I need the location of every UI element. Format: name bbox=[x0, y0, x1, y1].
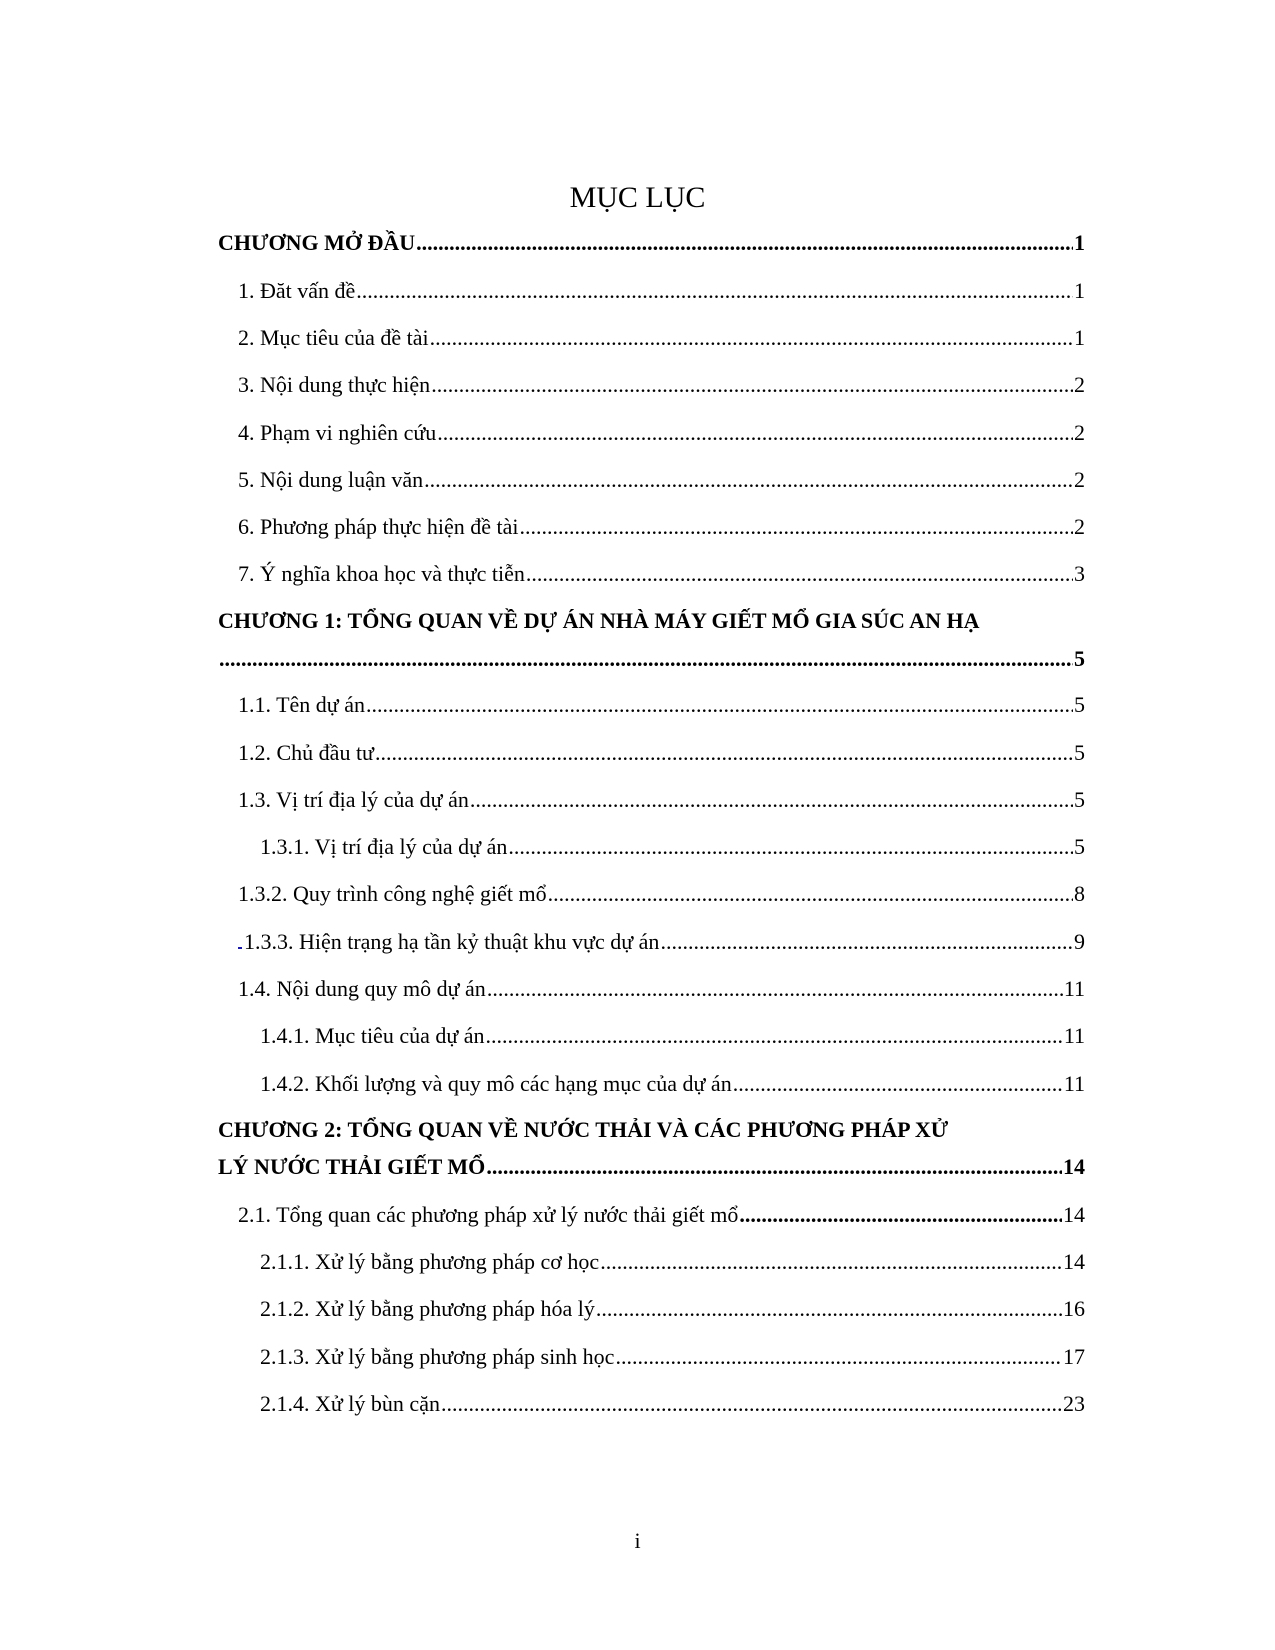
toc-entry-text: 5. Nội dung luận văn bbox=[238, 467, 424, 492]
toc-entry-page: 11 bbox=[1063, 976, 1085, 1001]
toc-entry-3[interactable] bbox=[238, 370, 1085, 400]
toc-entry-1-2[interactable] bbox=[238, 738, 1085, 768]
toc-entry-2[interactable] bbox=[238, 323, 1085, 353]
toc-entry-1-3-2[interactable] bbox=[238, 879, 1085, 909]
toc-entry-page: 5 bbox=[1074, 646, 1085, 671]
toc-entry-text: 2.1. Tổng quan các phương pháp xử lý nước thải giết mổ bbox=[238, 1202, 739, 1227]
toc-entry-4[interactable] bbox=[238, 418, 1085, 448]
toc-entry-2-1-2[interactable] bbox=[260, 1294, 1085, 1324]
toc-entry-text: 2.1.4. Xử lý bùn cặn bbox=[260, 1391, 440, 1416]
toc-entry-page: 14 bbox=[1063, 1202, 1085, 1227]
toc-entry-text: 2. Mục tiêu của đề tài bbox=[238, 325, 429, 350]
toc-entry-1-1[interactable] bbox=[238, 690, 1085, 720]
toc-entry-text: 6. Phương pháp thực hiện đề tài bbox=[238, 514, 519, 539]
toc-entry-page: 23 bbox=[1063, 1391, 1085, 1416]
toc-entry-text: 7. Ý nghĩa khoa học và thực tiễn bbox=[238, 561, 525, 586]
toc-entry-page: 16 bbox=[1063, 1296, 1085, 1321]
toc-entry-2-1[interactable] bbox=[238, 1200, 1085, 1230]
toc-entry-text: 1.2. Chủ đầu tư bbox=[238, 740, 374, 765]
toc-entry-page: 14 bbox=[1063, 1154, 1085, 1179]
toc-entry-text: 3. Nội dung thực hiện bbox=[238, 372, 431, 397]
toc-entry-page: 1 bbox=[1074, 278, 1085, 303]
toc-entry-text: 1.3.1. Vị trí địa lý của dự án bbox=[260, 834, 508, 859]
toc-entry-page: 2 bbox=[1074, 514, 1085, 539]
toc-entry-1-3-3[interactable] bbox=[238, 927, 1085, 957]
toc-entry-page: 1 bbox=[1074, 230, 1085, 255]
toc-entry-chapter-intro[interactable] bbox=[218, 228, 1085, 258]
toc-entry-page: 11 bbox=[1063, 1023, 1085, 1048]
toc-entry-text: 1.3.3. Hiện trạng hạ tần kỷ thuật khu vực dự án bbox=[243, 929, 660, 954]
toc-entry-page: 9 bbox=[1074, 929, 1085, 954]
toc-entry-page: 1 bbox=[1074, 325, 1085, 350]
toc-entry-text: 1.3. Vị trí địa lý của dự án bbox=[238, 787, 469, 812]
toc-entry-1-3-1[interactable] bbox=[260, 832, 1085, 862]
toc-entry-1-4-2[interactable] bbox=[260, 1069, 1085, 1099]
toc-entry-chapter-1[interactable] bbox=[218, 644, 1085, 674]
toc-entry-text: 4. Phạm vi nghiên cứu bbox=[238, 420, 437, 445]
toc-entry-text: 1.4.2. Khối lượng và quy mô các hạng mục của dự án bbox=[260, 1071, 732, 1096]
toc-entry-page: 3 bbox=[1074, 561, 1085, 586]
toc-entry-text: 2.1.2. Xử lý bằng phương pháp hóa lý bbox=[260, 1296, 595, 1321]
toc-entry-text: 2.1.1. Xử lý bằng phương pháp cơ học bbox=[260, 1249, 600, 1274]
toc-entry-text: 1. Đăt vấn đề bbox=[238, 278, 356, 303]
toc-entry-5[interactable] bbox=[238, 465, 1085, 495]
toc-entry-text: 1.1. Tên dự án bbox=[238, 692, 365, 717]
toc-entry-page: 2 bbox=[1074, 467, 1085, 492]
toc-entry-1-4-1[interactable] bbox=[260, 1021, 1085, 1051]
toc-entry-6[interactable] bbox=[238, 512, 1085, 542]
toc-entry-text: 1.4.1. Mục tiêu của dự án bbox=[260, 1023, 485, 1048]
toc-entry-7[interactable] bbox=[238, 559, 1085, 589]
toc-title: MỤC LỤC bbox=[569, 181, 706, 214]
toc-entry-2-1-1[interactable] bbox=[260, 1247, 1085, 1277]
toc-entry-page: 8 bbox=[1074, 881, 1085, 906]
toc-entry-page: 14 bbox=[1063, 1249, 1085, 1274]
toc-entry-page: 5 bbox=[1074, 740, 1085, 765]
toc-entry-text: CHƯƠNG MỞ ĐẦU bbox=[218, 230, 416, 255]
toc-entry-page: 17 bbox=[1063, 1344, 1085, 1369]
page-number: i bbox=[634, 1528, 641, 1553]
toc-entry-2-1-3[interactable] bbox=[260, 1342, 1085, 1372]
toc-entry-text: 1.4. Nội dung quy mô dự án bbox=[238, 976, 486, 1001]
toc-entry-chapter-2-heading[interactable]: CHƯƠNG 2: TỔNG QUAN VỀ NƯỚC THẢI VÀ CÁC PHƯƠNG PHÁP XỬ bbox=[218, 1117, 949, 1142]
toc-entry-1-3[interactable] bbox=[238, 785, 1085, 815]
toc-entry-2-1-4[interactable] bbox=[260, 1389, 1085, 1419]
toc-entry-chapter-1-heading[interactable]: CHƯƠNG 1: TỔNG QUAN VỀ DỰ ÁN NHÀ MÁY GIẾT MỔ GIA SÚC AN HẠ bbox=[218, 608, 980, 633]
toc-entry-text: LÝ NƯỚC THẢI GIẾT MỔ bbox=[218, 1154, 486, 1179]
toc-entry-page: 5 bbox=[1074, 834, 1085, 859]
toc-entry-text: 1.3.2. Quy trình công nghệ giết mổ bbox=[238, 881, 547, 906]
toc-entry-1-4[interactable] bbox=[238, 974, 1085, 1004]
link-underline-marker bbox=[238, 933, 242, 949]
toc-entry-page: 5 bbox=[1074, 787, 1085, 812]
toc-entry-chapter-2[interactable] bbox=[218, 1152, 1085, 1182]
toc-entry-1[interactable] bbox=[238, 276, 1085, 306]
toc-entry-page: 5 bbox=[1074, 692, 1085, 717]
toc-entry-text: 2.1.3. Xử lý bằng phương pháp sinh học bbox=[260, 1344, 615, 1369]
toc-entry-page: 2 bbox=[1074, 420, 1085, 445]
toc-entry-page: 2 bbox=[1074, 372, 1085, 397]
toc-entry-page: 11 bbox=[1063, 1071, 1085, 1096]
